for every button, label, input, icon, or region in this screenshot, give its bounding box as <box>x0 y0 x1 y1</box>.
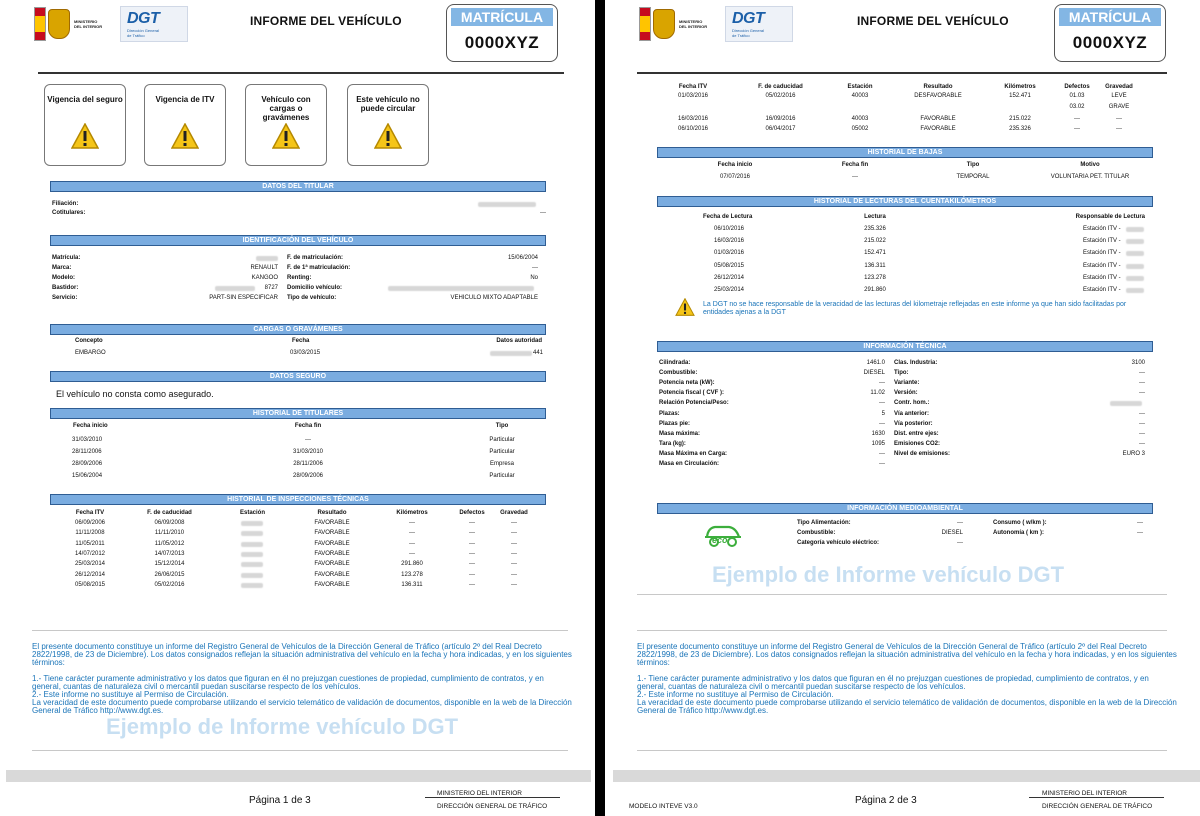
lecturas-cell: Estación ITV - <box>1083 262 1121 269</box>
inspecciones-cell: FAVORABLE <box>314 520 350 526</box>
itv-cell: 40003 <box>851 93 869 99</box>
redacted-value <box>241 521 263 526</box>
seguro-text: El vehículo no consta como asegurado. <box>56 389 214 399</box>
tecnica-label: Emisiones CO2: <box>894 440 941 447</box>
inspecciones-cell: FAVORABLE <box>314 581 350 588</box>
vehicle-field-value: 15/06/2004 <box>507 255 538 261</box>
section-medioambiental: INFORMACIÓN MEDIOAMBIENTAL <box>657 503 1153 514</box>
tecnica-label: Vía posterior: <box>894 420 933 427</box>
lecturas-cell: Estación ITV - <box>1083 274 1121 281</box>
vehicle-field-value: 8727 <box>264 285 278 291</box>
watermark: Ejemplo de Informe vehículo DGT <box>106 714 459 739</box>
plate-number: 0000XYZ <box>1072 33 1148 52</box>
itv-cell: 215.022 <box>1009 116 1031 122</box>
page-number: Página 1 de 3 <box>249 795 311 806</box>
medio-label: Tipo Alimentación: <box>797 520 851 526</box>
lecturas-cell: Estación ITV - <box>1083 250 1121 257</box>
inspecciones-cell: --- <box>469 540 475 547</box>
medio-label: Combustible: <box>797 530 836 536</box>
medio-value: --- <box>957 520 963 526</box>
vehicle-field-label: Matrícula: <box>52 255 81 261</box>
inspecciones-cell: --- <box>511 530 517 537</box>
itv-cell: 05002 <box>851 126 869 132</box>
itv-cell: FAVORABLE <box>920 126 956 132</box>
tecnica-label: Contr. hom.: <box>894 400 930 407</box>
dgt-logo: DGT Dirección General de Tráfico <box>725 6 793 42</box>
vehicle-field-label: F. de 1ª matriculación: <box>287 265 351 271</box>
lecturas-header: Responsable de Lectura <box>1075 214 1145 220</box>
tecnica-value: 1095 <box>871 440 885 447</box>
tecnica-label: Cilindrada: <box>659 360 691 366</box>
section-titular: DATOS DEL TITULAR <box>50 181 546 192</box>
tecnica-value: 5 <box>881 410 885 417</box>
bajas-cell: TEMPORAL <box>956 174 990 180</box>
lecturas-header: Lectura <box>864 214 886 220</box>
medio-value: --- <box>1137 530 1143 536</box>
vehicle-field-label: Renting: <box>287 275 312 281</box>
vehicle-field-label: Marca: <box>52 265 72 271</box>
status-box-label: Este vehículo no puede circular <box>356 95 420 113</box>
medio-value: --- <box>957 540 963 546</box>
inspecciones-header: Defectos <box>459 510 485 516</box>
redacted-value <box>241 573 263 578</box>
redacted-value <box>241 542 263 547</box>
titulares-cell: 31/03/2010 <box>72 437 103 443</box>
inspecciones-cell: 06/09/2006 <box>74 520 106 526</box>
itv-cell: 16/03/2016 <box>677 116 709 122</box>
inspecciones-cell: FAVORABLE <box>314 540 350 547</box>
cotitulares-label: Cotitulares: <box>52 210 86 216</box>
titulares-cell: Empresa <box>489 461 514 467</box>
itv-cell: 16/09/2016 <box>765 116 796 122</box>
inspecciones-cell: --- <box>469 561 475 568</box>
titulares-cell: 28/11/2006 <box>293 461 323 467</box>
lecturas-cell: Estación ITV - <box>1083 226 1121 232</box>
tecnica-value: DIESEL <box>863 370 885 377</box>
titulares-cell: 28/09/2006 <box>72 461 103 467</box>
plate-label: MATRÍCULA <box>451 8 553 26</box>
inspecciones-cell: --- <box>409 540 415 547</box>
vehicle-field-value: --- <box>532 265 538 271</box>
titulares-header: Tipo <box>495 423 509 429</box>
vehicle-field-value: PART-SIN ESPECIFICAR <box>209 295 278 301</box>
redacted-value <box>241 583 263 588</box>
coat-of-arms-icon <box>48 9 70 39</box>
redacted-value <box>256 256 278 261</box>
status-box <box>245 84 327 166</box>
itv-header: Fecha ITV <box>678 84 708 90</box>
medio-label: Consumo ( w/km ): <box>993 520 1047 526</box>
vehicle-field-label: Domicilio vehículo: <box>287 285 343 291</box>
lecturas-cell: 26/12/2014 <box>713 274 745 281</box>
tecnica-value: 3100 <box>1131 360 1145 366</box>
redacted-value <box>1126 239 1144 244</box>
itv-cell: --- <box>1074 116 1080 122</box>
dgt-logo-word: DGT <box>127 10 160 27</box>
section-cargas: CARGAS O GRAVÁMENES <box>50 324 546 335</box>
warning-icon <box>374 123 402 149</box>
status-box <box>144 84 226 166</box>
inspecciones-cell: 291.860 <box>401 561 423 568</box>
tecnica-value: --- <box>879 420 885 427</box>
bajas-header: Fecha fin <box>841 162 869 168</box>
itv-cell: 06/04/2017 <box>765 126 796 132</box>
inspecciones-cell: 15/12/2014 <box>154 561 185 568</box>
inspecciones-cell: 14/07/2013 <box>154 550 185 557</box>
plate-box <box>1054 4 1166 62</box>
medio-label: Categoría vehículo eléctrico: <box>797 540 880 546</box>
lecturas-cell: 05/08/2015 <box>713 262 745 269</box>
lecturas-cell: 215.022 <box>864 238 886 245</box>
tecnica-value: --- <box>879 400 885 407</box>
inspecciones-header: Resultado <box>317 510 347 516</box>
cargas-header-concepto: Concepto <box>75 338 103 344</box>
section-tecnica: INFORMACIÓN TÉCNICA <box>657 341 1153 352</box>
titulares-cell: 28/11/2006 <box>72 449 102 455</box>
tecnica-value: --- <box>1139 380 1145 387</box>
medio-label: Autonomía ( km ): <box>993 530 1044 536</box>
vehicle-field-value: VEHICULO MIXTO ADAPTABLE <box>450 295 538 301</box>
inspecciones-cell: --- <box>511 540 517 547</box>
inspecciones-cell: 25/03/2014 <box>74 561 106 568</box>
warning-icon <box>675 298 695 316</box>
itv-cell: 235.326 <box>1009 126 1031 132</box>
cargas-concepto: EMBARGO <box>75 350 106 356</box>
vehicle-field-value: KANGOO <box>251 275 278 281</box>
itv-header: Resultado <box>923 84 953 90</box>
warning-icon <box>171 123 199 149</box>
tecnica-label: Potencia neta (kW): <box>659 380 715 387</box>
inspecciones-header: Fecha ITV <box>75 510 105 516</box>
tecnica-label: Plazas pie: <box>659 420 691 427</box>
tecnica-value: 1630 <box>871 430 885 437</box>
inspecciones-cell: 05/02/2016 <box>154 581 185 588</box>
status-box-label: Vigencia del seguro <box>47 95 123 104</box>
redacted-value <box>478 202 536 207</box>
dgt-logo: DGT Dirección General de Tráfico <box>120 6 188 42</box>
itv-cell: 40003 <box>851 116 869 122</box>
coat-of-arms-icon <box>653 9 675 39</box>
tecnica-label: Vía anterior: <box>894 410 930 417</box>
inspecciones-cell: --- <box>469 571 475 578</box>
report-page-2: MINISTERIO DEL INTERIOR DGT Dirección General de Tráfico INFORME DEL VEHÍCULO MATRÍCULA 0000XYZ Fecha ITV F. de caducidad Estación Resultado Kilómetros Defectos Gravedad 01/03/2016 05/02/2016 40003 DESFAVORABLE 152.471 01.03 LEVE 03.02 GRAVE 16/03/2016 16/09/2016 40003 FAVORABLE 215.022 --- --- 06/10/2016 06/04/2017 05002 FAVORABLE 235.326 --- --- HISTORIAL DE BAJAS Fecha inicio Fecha fin Tipo Motivo 07/07/2016 --- TEMPORAL VOLUNTARIA PET. TITULAR HISTORIAL DE LECTURAS DEL CUENTAKILÓMETROS Fecha de Lectura Lectura Responsable de Lectura 06/10/2016 235.326 Estación ITV - 16/03/2016 215.022 Estación ITV - 01/03/2016 152.471 Estación ITV - 05/08/2015 136.311 Estación ITV - 26/12/2014 123.278 Estación ITV - 25/03/2014 291.860 Estación ITV - La DGT no se hace responsable de la veracidad de las lecturas del kilometraje reflejadas en este informe ya que han sido facilitadas por entidades ajenas a la DGT INFORMACIÓN TÉCNICA Cilindrada: 1461.0 Combustible: DIESEL Potencia neta (kW): --- Potencia fiscal ( CVF ): 11.02 Relación Potencia/Peso: --- Plazas: 5 Plazas pie: --- Masa máxima: 1630 Tara (kg): 1095 Masa Máxima en Carga: --- Masa en Circulación: --- Clas. Industria: 3100 Tipo: --- Variante: --- Versión: --- Contr. hom.: Vía anterior: --- Vía posterior: --- Dist. entre ejes: --- Emisiones CO2: --- Nivel de emisiones: EURO 3 INFORMACIÓN MEDIOAMBIENTAL eco Tipo Alimentación: --- Combustible: DIESEL Categoría vehículo eléctrico: --- Consumo ( w/km ): --- Autonomía ( km ): --- Ejemplo de Informe vehículo DGT El presente documento constituye un informe del Registro General de Vehículos de la Dirección General de Tráfico (artículo 2º del Real Decreto 2822/1998, de 23 de Diciembre). Los datos consignados reflejan la situación administrativa del vehículo en la fecha y hora indicadas, y en los siguientes términos: 1.- Tiene carácter puramente administrativo y los datos que figuran en él no prejuzgan cuestiones de propiedad, cumplimiento de contratos, y en general, cuantas de naturaleza civil o mercantil puedan suscitarse respecto de los vehículos. 2.- Este informe no sustituye al Permiso de Circulación. La veracidad de este documento puede comprobarse utilizando el servicio telemático de validación de documentos, disponible en la web de la Dirección General de Tráfico http://www.dgt.es. MODELO INTEVE V3.0 Página 2 de 3 MINISTERIO DEL INTERIOR DIRECCIÓN GENERAL DE TRÁFICO <box>605 0 1200 816</box>
inspecciones-cell: 136.311 <box>401 581 423 588</box>
warning-icon <box>272 123 300 149</box>
legal-text: El presente documento constituye un informe del Registro General de Vehículos de la Dirección General de Tráfico (artículo 2º del Real Decreto 2822/1998, de 23 de Diciembre). Los datos consignados reflejan la situación administrativa del vehículo en la fecha y hora indicadas, y en los siguientes términos: 1.- Tiene carácter puramente administrativo y los datos que figuran en él no prejuzgan cuestiones de propiedad, cumplimiento de contratos, y en general, cuantas de naturaleza civil o mercantil puedan suscitarse respecto de los vehículos. 2.- Este informe no sustituye al Permiso de Circulación. La veracidad de este documento puede comprobarse utilizando el servicio telemático de validación de documentos, disponible en la web de la Dirección General de Tráfico http://www.dgt.es. <box>637 642 1177 715</box>
model-label: MODELO INTEVE V3.0 <box>629 803 698 810</box>
lecturas-cell: 01/03/2016 <box>713 250 745 257</box>
redacted-value <box>241 552 263 557</box>
itv-header: F. de caducidad <box>758 84 803 90</box>
inspecciones-cell: 123.278 <box>401 571 423 578</box>
itv-header: Defectos <box>1064 84 1090 90</box>
medio-value: --- <box>1137 520 1143 526</box>
ministry-logo: MINISTERIO DEL INTERIOR <box>639 6 719 42</box>
vehicle-field-label: F. de matriculación: <box>287 255 344 261</box>
itv-header: Estación <box>847 84 873 90</box>
lecturas-cell: Estación ITV - <box>1083 238 1121 245</box>
tecnica-value: 11.02 <box>870 390 885 397</box>
tecnica-value: --- <box>1139 430 1145 437</box>
medio-value: DIESEL <box>941 530 963 536</box>
tecnica-label: Masa máxima: <box>659 430 701 437</box>
lecturas-cell: 136.311 <box>864 262 886 269</box>
redacted-value <box>1126 227 1144 232</box>
redacted-value <box>241 531 263 536</box>
titulares-cell: Particular <box>489 437 515 443</box>
inspecciones-cell: FAVORABLE <box>314 530 350 537</box>
section-identificacion: IDENTIFICACIÓN DEL VEHÍCULO <box>50 235 546 246</box>
lecturas-cell: 16/03/2016 <box>713 238 745 245</box>
inspecciones-header: Gravedad <box>500 510 528 516</box>
lecturas-cell: 152.471 <box>864 250 886 257</box>
lecturas-cell: 25/03/2014 <box>713 287 745 293</box>
footer-dgt: DIRECCIÓN GENERAL DE TRÁFICO <box>437 803 548 810</box>
tecnica-label: Potencia fiscal ( CVF ): <box>659 390 725 397</box>
section-bajas: HISTORIAL DE BAJAS <box>657 147 1153 158</box>
tecnica-label: Versión: <box>894 390 918 397</box>
redacted-value <box>241 562 263 567</box>
inspecciones-cell: 11/11/2008 <box>75 530 105 537</box>
inspecciones-cell: --- <box>409 530 415 537</box>
redacted-value <box>388 286 534 291</box>
inspecciones-cell: 26/12/2014 <box>74 571 106 578</box>
titulares-cell: Particular <box>489 473 515 479</box>
redacted-value <box>1126 288 1144 293</box>
page-separator <box>595 0 605 816</box>
inspecciones-cell: 05/08/2015 <box>74 581 106 588</box>
inspecciones-cell: --- <box>511 581 517 588</box>
flag-icon <box>639 7 651 41</box>
itv-cell: GRAVE <box>1108 104 1130 110</box>
footer-ministry: MINISTERIO DEL INTERIOR <box>437 790 522 797</box>
lecturas-cell: 235.326 <box>864 226 886 232</box>
status-box-label: Vehículo con cargas o gravámenes <box>261 95 311 122</box>
titulares-cell: 15/06/2004 <box>72 473 103 479</box>
itv-cell: 152.471 <box>1009 93 1031 99</box>
tecnica-value: 1461.0 <box>866 360 885 366</box>
tecnica-label: Dist. entre ejes: <box>894 430 939 437</box>
legal-text: El presente documento constituye un informe del Registro General de Vehículos de la Dirección General de Tráfico (artículo 2º del Real Decreto 2822/1998, de 23 de Diciembre). Los datos consignados reflejan la situación administrativa del vehículo en la fecha y hora indicadas, y en los siguientes términos: 1.- Tiene carácter puramente administrativo y los datos que figuran en él no prejuzgan cuestiones de propiedad, cumplimiento de contratos, y en general, cuantas de naturaleza civil o mercantil puedan suscitarse respecto de los vehículos. 2.- Este informe no sustituye al Permiso de Circulación. La veracidad de este documento puede comprobarse utilizando el servicio telemático de validación de documentos, disponible en la web de la Dirección General de Tráfico http://www.dgt.es. <box>32 642 572 715</box>
tecnica-value: EURO 3 <box>1122 450 1145 457</box>
titulares-cell: Particular <box>489 449 515 455</box>
itv-cell: 05/02/2016 <box>765 93 796 99</box>
inspecciones-cell: --- <box>409 550 415 557</box>
tecnica-label: Masa Máxima en Carga: <box>659 450 728 457</box>
section-inspecciones: HISTORIAL DE INSPECCIONES TÉCNICAS <box>50 494 546 505</box>
vehicle-field-value: RENAULT <box>250 265 278 271</box>
inspecciones-header: Kilómetros <box>396 510 428 516</box>
lecturas-header: Fecha de Lectura <box>703 214 753 220</box>
lecturas-cell: 06/10/2016 <box>713 226 745 232</box>
inspecciones-cell: 26/06/2015 <box>154 571 185 578</box>
inspecciones-cell: --- <box>511 561 517 568</box>
itv-cell: 03.02 <box>1069 104 1085 110</box>
bajas-cell: 07/07/2016 <box>719 174 751 180</box>
tecnica-value: --- <box>1139 420 1145 427</box>
itv-header: Gravedad <box>1105 84 1133 90</box>
tecnica-label: Plazas: <box>659 410 680 417</box>
section-seguro: DATOS SEGURO <box>50 371 546 382</box>
vehicle-field-value: No <box>530 275 538 281</box>
itv-cell: DESFAVORABLE <box>914 93 962 99</box>
bajas-cell: --- <box>852 174 858 180</box>
inspecciones-header: F. de caducidad <box>147 510 192 516</box>
status-box <box>347 84 429 166</box>
redacted-value <box>1110 401 1142 406</box>
itv-cell: 06/10/2016 <box>677 126 709 132</box>
tecnica-label: Relación Potencia/Peso: <box>659 400 729 407</box>
titulares-cell: 28/09/2006 <box>292 473 324 479</box>
bajas-cell: VOLUNTARIA PET. TITULAR <box>1050 174 1130 180</box>
tecnica-label: Nivel de emisiones: <box>894 450 951 457</box>
itv-cell: --- <box>1116 116 1122 122</box>
vehicle-field-label: Servicio: <box>52 295 78 301</box>
titulares-header: Fecha fin <box>294 423 322 429</box>
eco-label-text: eco <box>712 535 728 545</box>
tecnica-value: --- <box>879 380 885 387</box>
itv-cell: --- <box>1116 126 1122 132</box>
lecturas-cell: 291.860 <box>864 287 886 293</box>
vehicle-field-label: Bastidor: <box>52 285 79 291</box>
inspecciones-cell: --- <box>469 581 475 588</box>
plate-label: MATRÍCULA <box>1059 8 1161 26</box>
titulares-cell: --- <box>305 437 311 443</box>
itv-cell: 01.03 <box>1069 93 1085 99</box>
itv-cell: FAVORABLE <box>920 116 956 122</box>
itv-cell: LEVE <box>1111 93 1127 99</box>
tecnica-value: --- <box>1139 440 1145 447</box>
titulares-cell: 31/03/2010 <box>292 449 324 455</box>
inspecciones-cell: FAVORABLE <box>314 561 350 568</box>
watermark: Ejemplo de Informe vehículo DGT <box>712 562 1065 587</box>
itv-header: Kilómetros <box>1004 84 1036 90</box>
tecnica-value: --- <box>1139 390 1145 397</box>
status-box-label: Vigencia de ITV <box>155 95 215 104</box>
page-title: INFORME DEL VEHÍCULO <box>857 14 1009 28</box>
cargas-header-fecha: Fecha <box>292 338 310 344</box>
redacted-value <box>1126 251 1144 256</box>
cargas-header-autoridad: Datos autoridad <box>496 338 542 344</box>
inspecciones-cell: --- <box>469 520 475 526</box>
vehicle-field-label: Tipo de vehículo: <box>287 295 337 301</box>
vehicle-field-label: Modelo: <box>52 275 75 281</box>
tecnica-value: --- <box>1139 370 1145 377</box>
ministry-line-1: MINISTERIO <box>74 19 98 24</box>
ministry-logo <box>34 6 114 42</box>
cargas-fecha: 03/03/2015 <box>290 350 321 356</box>
warning-icon <box>71 123 99 149</box>
redacted-value <box>215 286 255 291</box>
tecnica-label: Combustible: <box>659 370 698 377</box>
cargas-autoridad: 441 <box>533 350 544 356</box>
bajas-header: Fecha inicio <box>717 162 753 168</box>
inspecciones-cell: FAVORABLE <box>314 571 350 578</box>
report-page-1 <box>0 0 595 816</box>
header-rule <box>38 72 564 74</box>
redacted-value <box>1126 264 1144 269</box>
filiacion-label: Filiación: <box>52 201 79 207</box>
inspecciones-header: Estación <box>239 510 265 516</box>
inspecciones-cell: 11/05/2011 <box>75 540 105 547</box>
tecnica-label: Clas. Industria: <box>894 360 938 366</box>
tecnica-value: --- <box>1139 410 1145 417</box>
inspecciones-cell: --- <box>409 520 415 526</box>
inspecciones-cell: 11/05/2012 <box>154 540 185 547</box>
titulares-header: Fecha inicio <box>73 423 108 429</box>
inspecciones-cell: --- <box>469 530 475 537</box>
lecturas-cell: 123.278 <box>864 274 886 281</box>
odometer-note: La DGT no se hace responsable de la veracidad de las lecturas del kilometraje reflejadas en este informe ya que han sido facilitadas por entidades ajenas a la DGT <box>703 301 1127 316</box>
ministry-line-2: DEL INTERIOR <box>74 24 103 29</box>
cotitulares-value: --- <box>540 210 546 216</box>
tecnica-value: --- <box>879 450 885 457</box>
section-lecturas: HISTORIAL DE LECTURAS DEL CUENTAKILÓMETROS <box>657 196 1153 207</box>
tecnica-label: Variante: <box>894 380 920 387</box>
inspecciones-cell: --- <box>511 520 517 526</box>
tecnica-value: --- <box>879 461 885 467</box>
redacted-value <box>1126 276 1144 281</box>
flag-icon <box>34 7 46 41</box>
plate-number: 0000XYZ <box>464 33 540 52</box>
redacted-value <box>490 351 532 356</box>
inspecciones-cell: 14/07/2012 <box>74 550 106 557</box>
inspecciones-cell: 06/09/2008 <box>154 520 185 526</box>
inspecciones-cell: 11/11/2010 <box>154 530 185 537</box>
lecturas-cell: Estación ITV - <box>1083 287 1121 293</box>
tecnica-label: Tipo: <box>894 370 909 377</box>
section-titulares: HISTORIAL DE TITULARES <box>50 408 546 419</box>
header-rule <box>637 72 1167 74</box>
inspecciones-cell: FAVORABLE <box>314 550 350 557</box>
inspecciones-cell: --- <box>511 550 517 557</box>
page-title: INFORME DEL VEHÍCULO <box>250 14 402 28</box>
tecnica-label: Masa en Circulación: <box>659 461 720 467</box>
page-number: Página 2 de 3 <box>855 795 917 806</box>
bajas-header: Motivo <box>1080 162 1100 168</box>
inspecciones-cell: --- <box>469 550 475 557</box>
itv-cell: 01/03/2016 <box>677 93 709 99</box>
inspecciones-cell: --- <box>511 571 517 578</box>
bajas-header: Tipo <box>966 162 980 168</box>
itv-cell: --- <box>1074 126 1080 132</box>
tecnica-label: Tara (kg): <box>659 440 686 447</box>
plate-box <box>446 4 558 62</box>
status-box <box>44 84 126 166</box>
